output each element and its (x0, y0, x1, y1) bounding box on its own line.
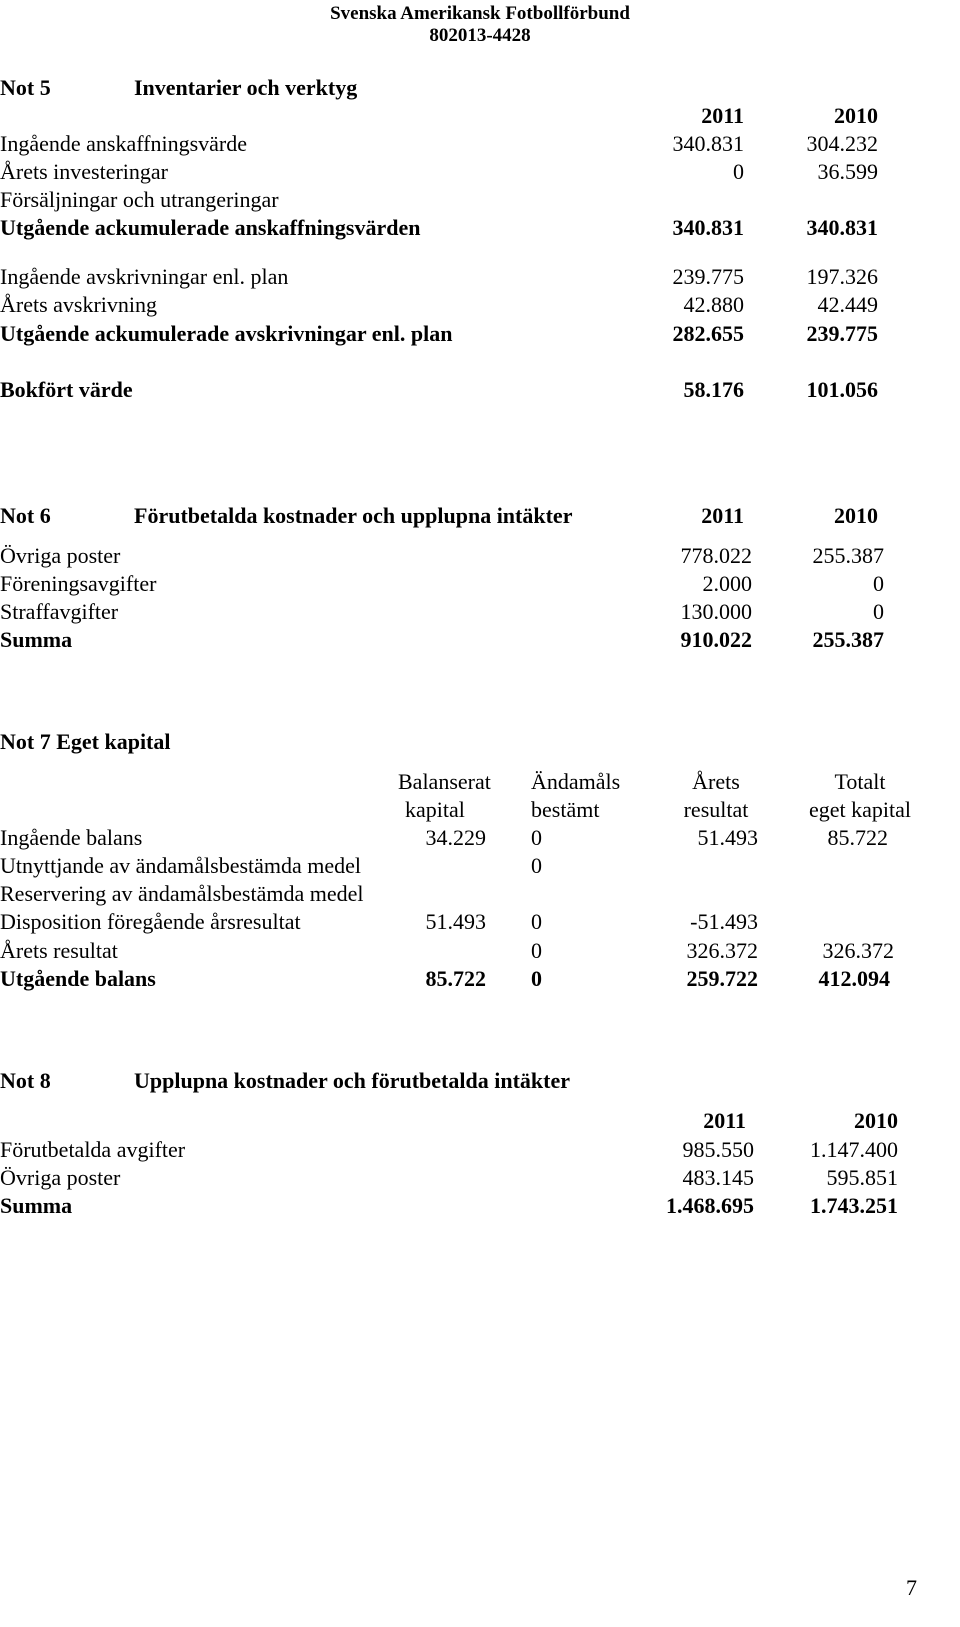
not8-row-v2: 595.851 (826, 1165, 898, 1190)
not5-row-label: Ingående avskrivningar enl. plan (0, 264, 289, 289)
page-number: 7 (906, 1575, 917, 1600)
not7-cell: 0 (531, 825, 542, 850)
not5-row-v2: 197.326 (806, 264, 878, 289)
not5-row-label: Årets avskrivning (0, 292, 158, 317)
not6-row-label: Övriga poster (0, 543, 121, 568)
not5-title: Inventarier och verktyg (134, 75, 358, 100)
not5-row-v1: 282.655 (672, 321, 744, 346)
not8-row-v2: 1.147.400 (810, 1137, 898, 1162)
not5-row-v2: 239.775 (806, 321, 878, 346)
not7-cell: 259.722 (686, 966, 758, 991)
not8-number: Not 8 (0, 1068, 51, 1093)
not5-row-v1: 239.775 (672, 264, 744, 289)
not8-row-v1: 985.550 (682, 1137, 754, 1162)
not6-year-2011: 2011 (701, 503, 744, 528)
not6-row-v1: 778.022 (680, 543, 752, 568)
not7-cell: 34.229 (425, 825, 486, 850)
not8-year-2010: 2010 (854, 1108, 898, 1133)
not8-title: Upplupna kostnader och förutbetalda intäkter (134, 1068, 570, 1093)
not7-row-label: Disposition föregående årsresultat (0, 909, 301, 934)
not7-cell: 51.493 (425, 909, 486, 934)
not6-row-v2: 255.387 (812, 627, 884, 652)
not8-row-v2: 1.743.251 (810, 1193, 898, 1218)
not7-col-header: kapital (405, 797, 465, 822)
not7-cell: 326.372 (686, 938, 758, 963)
not7-row-label: Utnyttjande av ändamålsbestämda medel (0, 853, 362, 878)
not7-cell: 326.372 (822, 938, 894, 963)
not6-row-v2: 255.387 (812, 543, 884, 568)
not6-row-v2: 0 (873, 571, 884, 596)
not8-row-v1: 483.145 (682, 1165, 754, 1190)
not6-row-label: Straffavgifter (0, 599, 119, 624)
not6-row-label: Summa (0, 627, 73, 652)
not5-row-v2: 304.232 (806, 131, 878, 156)
not6-row-v1: 130.000 (680, 599, 752, 624)
not7-col-header: Årets (692, 769, 740, 794)
org-name: Svenska Amerikansk Fotbollförbund (330, 3, 630, 24)
not7-col-header: bestämt (531, 797, 600, 822)
not7-title: Not 7 Eget kapital (0, 729, 171, 754)
not5-row-v2: 340.831 (806, 215, 878, 240)
org-number: 802013-4428 (429, 25, 531, 46)
not7-row-label: Årets resultat (0, 938, 118, 963)
not5-row-v1: 58.176 (683, 377, 744, 402)
not5-row-v1: 0 (733, 159, 744, 184)
not6-row-label: Föreningsavgifter (0, 571, 157, 596)
not7-cell: -51.493 (690, 909, 758, 934)
not5-year-2010: 2010 (834, 103, 878, 128)
not8-row-label: Övriga poster (0, 1165, 121, 1190)
not7-col-header: Totalt (834, 769, 886, 794)
not7-col-header: Balanserat (398, 769, 491, 794)
not5-row-v2: 101.056 (806, 377, 878, 402)
not5-row-v1: 340.831 (672, 131, 744, 156)
not5-row-label: Utgående ackumulerade anskaffningsvärden (0, 215, 421, 240)
not8-year-2011: 2011 (703, 1108, 746, 1133)
not7-col-header: eget kapital (808, 797, 911, 822)
not7-cell: 51.493 (697, 825, 758, 850)
not6-title: Förutbetalda kostnader och upplupna intäkter (134, 503, 573, 528)
not5-year-2011: 2011 (701, 103, 744, 128)
not7-cell: 85.722 (425, 966, 486, 991)
not5-row-label: Ingående anskaffningsvärde (0, 131, 247, 156)
not7-cell: 85.722 (827, 825, 888, 850)
not7-cell: 0 (531, 909, 542, 934)
not6-row-v1: 910.022 (680, 627, 752, 652)
not7-row-label: Reservering av ändamålsbestämda medel (0, 881, 364, 906)
not6-year-2010: 2010 (834, 503, 878, 528)
not8-row-label: Förutbetalda avgifter (0, 1137, 186, 1162)
not7-col-header: resultat (683, 797, 749, 822)
not7-cell: 0 (531, 966, 542, 991)
not7-cell: 0 (531, 853, 542, 878)
not8-row-v1: 1.468.695 (666, 1193, 754, 1218)
not5-number: Not 5 (0, 75, 51, 100)
not7-col-header: Ändamåls (531, 769, 621, 794)
not5-row-v2: 36.599 (817, 159, 878, 184)
not5-row-label: Utgående ackumulerade avskrivningar enl. plan (0, 321, 453, 346)
not6-number: Not 6 (0, 503, 51, 528)
not5-row-v1: 340.831 (672, 215, 744, 240)
not7-row-label: Ingående balans (0, 825, 143, 850)
not7-cell: 412.094 (818, 966, 890, 991)
not5-row-label: Försäljningar och utrangeringar (0, 187, 279, 212)
not8-row-label: Summa (0, 1193, 73, 1218)
not6-row-v2: 0 (873, 599, 884, 624)
not7-cell: 0 (531, 938, 542, 963)
not5-row-label: Bokfört värde (0, 377, 133, 402)
not6-row-v1: 2.000 (702, 571, 752, 596)
not7-row-label: Utgående balans (0, 966, 156, 991)
not5-row-label: Årets investeringar (0, 159, 168, 184)
not5-row-v1: 42.880 (683, 292, 744, 317)
not5-row-v2: 42.449 (817, 292, 878, 317)
